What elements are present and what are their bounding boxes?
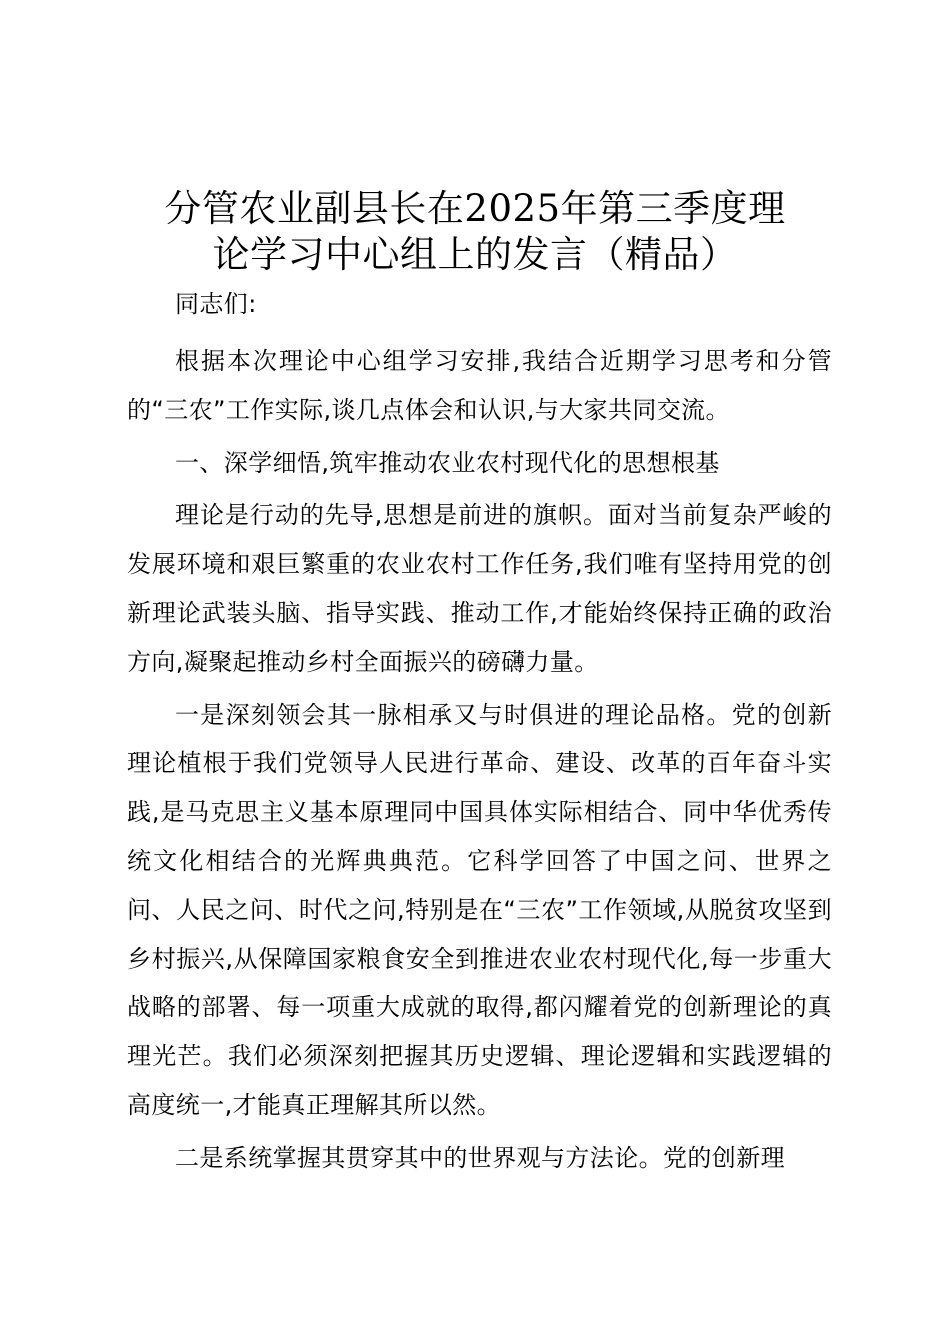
document-title	[120, 186, 830, 278]
document-body	[127, 283, 832, 1187]
paragraph-section-1-lead: 理论是行动的先导,思想是前进的旗帜。面对当前复杂严峻的发展环境和艰巨繁重的农业农村工作任务,我们唯有坚持用党的创新理论武装头脑、指导实践、推动工作,才能始终保持正确的政治方向,凝聚起推动乡村全面振兴的磅礴力量。	[127, 501, 832, 676]
title-line-1: 分管农业副县长在2025年第三季度理	[164, 187, 786, 230]
paragraph-intro: 根据本次理论中心组学习安排,我结合近期学习思考和分管的“三农”工作实际,谈几点体会和认识,与大家共同交流。	[127, 347, 832, 424]
section-heading-1: 一、深学细悟,筑牢推动农业农村现代化的思想根基	[175, 448, 720, 477]
paragraph-point-2: 二是系统掌握其贯穿其中的世界观与方法论。党的创新理	[175, 1143, 785, 1172]
title-line-2: 论学习中心组上的发言（精品）	[212, 233, 738, 276]
paragraph-point-1: 一是深刻领会其一脉相承又与时俱进的理论品格。党的创新理论植根于我们党领导人民进行革命、建设、改革的百年奋斗实践,是马克思主义基本原理同中国具体实际相结合、同中华优秀传统文化相结合的光辉典典范。它科学回答了中国之问、世界之问、人民之问、时代之问,特别是在“三农”工作领域,从脱贫攻坚到乡村振兴,从保障国家粮食安全到推进农业农村现代化,每一步重大战略的部署、每一项重大成就的取得,都闪耀着党的创新理论的真理光芒。我们必须深刻把握其历史逻辑、理论逻辑和实践逻辑的高度统一,才能真正理解其所以然。	[127, 700, 832, 1119]
salutation: 同志们:	[175, 290, 257, 318]
